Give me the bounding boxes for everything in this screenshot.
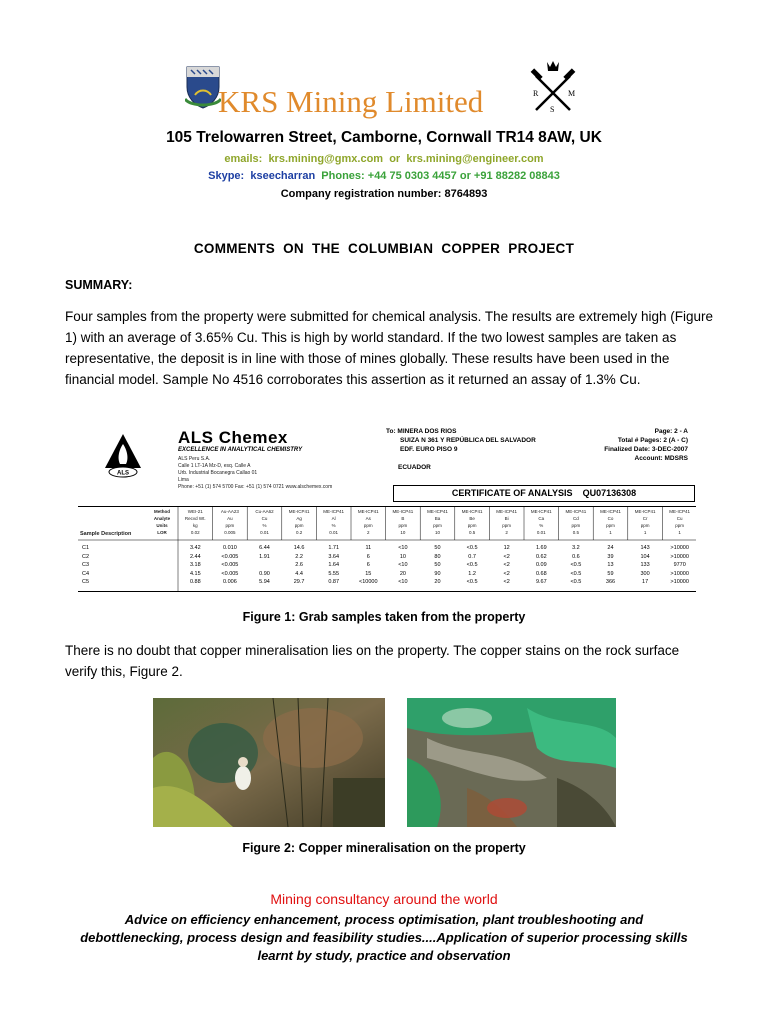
lab-phone-line: Phone: +51 (1) 574 5700 Fax: +51 (1) 574 0721 www.alschemex.com <box>178 484 333 490</box>
figure-1-caption: Figure 1: Grab samples taken from the property <box>242 610 526 624</box>
column-header-cell: ME-ICP41 <box>392 509 414 514</box>
assay-value-cell: 1.69 <box>535 545 547 551</box>
assay-table <box>78 506 696 592</box>
assay-value-cell: 39 <box>607 553 614 560</box>
assay-value-cell: 3.64 <box>328 553 340 560</box>
assay-value-cell: 20 <box>434 579 441 585</box>
assay-value-cell: <0.005 <box>221 562 239 568</box>
header-label: Analyte <box>153 516 171 521</box>
crest-shield-icon <box>185 65 221 109</box>
assay-value-cell: 143 <box>640 545 650 551</box>
column-header-cell: ppm <box>502 523 512 528</box>
column-header-cell: ppm <box>467 523 477 528</box>
column-header-cell: ppm <box>294 523 304 528</box>
assay-value-cell: 0.7 <box>468 553 476 560</box>
column-header-cell: ppm <box>571 523 581 528</box>
assay-value-cell: 1.2 <box>468 570 476 577</box>
monogram-r: R <box>533 89 539 98</box>
column-header-cell: ME-ICP41 <box>288 509 310 514</box>
column-header-cell: ME-ICP41 <box>427 509 448 514</box>
cert-account: Account: MDSRS <box>634 455 688 462</box>
column-header-cell: ME-ICP41 <box>323 509 345 514</box>
column-header-cell: Al <box>331 516 336 521</box>
assay-value-cell: 2.2 <box>295 553 303 560</box>
column-header-cell: ME-ICP41 <box>565 509 587 514</box>
assay-value-cell: 1.64 <box>328 562 340 568</box>
assay-value-cell: <2 <box>503 553 510 560</box>
assay-value-cell: 17 <box>642 579 649 585</box>
column-header-cell: Cu-AA62 <box>255 509 274 514</box>
document-title: COMMENTS ON THE COLUMBIAN COPPER PROJECT <box>193 241 575 256</box>
assay-value-cell: 0.6 <box>572 553 580 560</box>
assay-value-cell: 6 <box>366 562 370 568</box>
advice-line-1: Advice on efficiency enhancement, process optimisation, plant troubleshooting and <box>124 912 644 927</box>
column-header-cell: Cu <box>261 516 268 521</box>
monogram-s: S <box>550 105 555 114</box>
assay-value-cell: 2.44 <box>189 553 201 560</box>
emails-label: emails: <box>224 153 263 165</box>
company-address: 105 Trelowarren Street, Camborne, Cornwall TR14 8AW, UK <box>166 129 602 146</box>
assay-value-cell: 133 <box>640 562 650 568</box>
assay-value-cell: 104 <box>640 553 650 560</box>
assay-value-cell: 2.6 <box>295 562 303 568</box>
assay-value-cell: <0.5 <box>570 562 582 568</box>
column-header-cell: ME-ICP41 <box>634 509 656 514</box>
cert-finalized-date: Finalized Date: 3-DEC-2007 <box>604 446 688 453</box>
column-header-cell: ppm <box>675 523 685 528</box>
header-label: Units <box>156 523 168 528</box>
to-line-2: SUIZA N 361 Y REPÚBLICA DEL SALVADOR <box>400 437 536 444</box>
assay-value-cell: 5.55 <box>328 570 340 577</box>
assay-value-cell: 50 <box>434 562 441 568</box>
column-header-cell: 0.01 <box>260 530 269 535</box>
assay-value-cell: 11 <box>365 545 372 551</box>
assay-value-cell: 6.44 <box>259 545 270 551</box>
assay-value-cell: 29.7 <box>293 579 305 585</box>
certificate-title-box <box>393 485 695 502</box>
assay-value-cell: 24 <box>607 545 614 551</box>
assay-value-cell: >10000 <box>670 570 689 577</box>
column-header-cell: 0.01 <box>329 530 339 535</box>
summary-paragraph: Four samples from the property were submitted for chemical analysis. The results are extremely high (Figure 1) with an average of 3.65% Cu. This is high by world standard. If the two lowest samples are taken as representative, the deposit is in line with those of mines globally. These results have been used in the financial model. Sample No 4516 corroborates this assertion as it returned an assay of 1.3% Cu. <box>65 309 714 387</box>
column-header-cell: ME-ICP41 <box>669 509 691 514</box>
sample-id: C5 <box>82 579 90 585</box>
header-label: LOR <box>157 530 167 535</box>
to-line-1: To: MINERA DOS RIOS <box>386 428 457 435</box>
assay-value-cell: <2 <box>503 570 510 577</box>
certificate-title: CERTIFICATE OF ANALYSIS QU07136308 <box>451 488 637 498</box>
assay-value-cell: <2 <box>503 562 510 568</box>
column-header-cell: 2 <box>367 530 370 535</box>
column-header-cell: 0.02 <box>190 530 200 535</box>
assay-value-cell: <10 <box>398 545 408 551</box>
assay-value-cell: 90 <box>434 570 441 577</box>
assay-value-cell: 4.15 <box>189 570 201 577</box>
column-header-cell: ME-ICP41 <box>530 509 552 514</box>
copper-stain-rock-photo <box>407 698 616 827</box>
assay-value-cell: 6 <box>366 553 370 560</box>
column-header-cell: Co <box>607 516 614 521</box>
assay-value-cell: 13 <box>607 562 614 568</box>
sample-id: C2 <box>82 553 90 560</box>
crossed-hammers-crown-icon <box>528 58 578 114</box>
column-header-cell: Ca <box>538 516 545 521</box>
column-header-cell: 10 <box>400 530 406 535</box>
column-header-cell: 1 <box>678 530 681 535</box>
to-line-3: EDF. EURO PISO 9 <box>400 446 458 453</box>
assay-value-cell: >10000 <box>670 545 689 551</box>
assay-value-cell: <10 <box>398 579 408 585</box>
lab-address-1: ALS Peru S.A. <box>178 456 211 462</box>
contact-line <box>0 170 768 182</box>
lab-name: ALS Chemex <box>178 428 288 447</box>
lab-address-4: Lima <box>178 477 189 483</box>
column-header-cell: % <box>262 523 267 528</box>
assay-value-cell: 20 <box>399 570 406 577</box>
assay-value-cell: >10000 <box>670 579 689 585</box>
column-header-cell: ppm <box>606 523 615 528</box>
lab-tagline: EXCELLENCE IN ANALYTICAL CHEMISTRY <box>178 447 303 453</box>
mineralisation-paragraph: There is no doubt that copper mineralisation lies on the property. The copper stains on the rock surface verify this, Figure 2. <box>65 643 680 679</box>
phone-1: +44 75 0303 4457 <box>367 170 457 182</box>
sample-id: C1 <box>82 545 90 551</box>
assay-value-cell: 4.4 <box>295 570 303 577</box>
column-header-cell: As <box>365 516 371 521</box>
email-2[interactable]: krs.mining@engineer.com <box>406 153 544 165</box>
column-header-cell: kg <box>192 523 198 528</box>
column-header-cell: ppm <box>363 523 373 528</box>
email-1[interactable]: krs.mining@gmx.com <box>268 153 384 165</box>
header-label: Method <box>154 509 170 514</box>
column-header-cell: ppm <box>433 523 442 528</box>
column-header-cell: ME-ICP41 <box>357 509 379 514</box>
column-header-cell: ME-ICP41 <box>461 509 483 514</box>
column-header-cell: ME-ICP41 <box>496 509 518 514</box>
assay-value-cell: >10000 <box>670 553 689 560</box>
assay-value-cell: <0.005 <box>221 553 239 560</box>
assay-value-cell: 3.2 <box>572 545 580 551</box>
rock-outcrop-photo <box>153 698 385 827</box>
advice-line-2: debottlenecking, process design and feasibility studies....Application of superior processing skills <box>80 930 688 945</box>
sample-description-header: Sample Description <box>80 531 132 537</box>
als-logo-text: ALS <box>117 470 129 477</box>
phones-label: Phones: <box>321 170 365 182</box>
assay-value-cell: <0.5 <box>466 562 478 568</box>
assay-value-cell: 9.67 <box>535 579 547 585</box>
column-header-cell: Cr <box>642 516 648 521</box>
company-name: KRS Mining Limited <box>218 84 484 119</box>
advice-line-3: learnt by study, practice and observation <box>257 948 511 963</box>
assay-value-cell: 3.42 <box>189 545 201 551</box>
column-header-cell: Ag <box>296 516 302 521</box>
monogram-m: M <box>568 89 576 98</box>
registration-number: Company registration number: 8764893 <box>280 188 488 200</box>
assay-value-cell: 9770 <box>673 562 686 568</box>
column-header-cell: 1 <box>609 530 612 535</box>
als-certificate-image <box>75 420 698 592</box>
assay-value-cell: 0.87 <box>328 579 340 585</box>
assay-value-cell: 0.006 <box>223 579 237 585</box>
assay-value-cell: 12 <box>503 545 510 551</box>
assay-value-cell: 300 <box>640 570 650 577</box>
cert-page: Page: 2 - A <box>654 428 688 435</box>
lab-address-2: Calle 1 LT-1A Mz-D, esq. Calle A <box>178 463 251 469</box>
assay-value-cell: <10000 <box>359 579 378 585</box>
figure-2-caption: Figure 2: Copper mineralisation on the property <box>242 841 526 855</box>
assay-value-cell: 0.010 <box>223 545 237 551</box>
skype-id: kseecharran <box>250 170 316 182</box>
assay-value-cell: 0.88 <box>189 579 201 585</box>
column-header-cell: 10 <box>434 530 440 535</box>
column-header-cell: Ba <box>434 516 441 521</box>
assay-value-cell: <0.5 <box>570 570 582 577</box>
assay-value-cell: 59 <box>607 570 614 577</box>
column-header-cell: ppm <box>225 523 235 528</box>
column-header-cell: Be <box>469 516 475 521</box>
sample-id: C3 <box>82 562 90 568</box>
column-header-cell: B <box>401 516 405 521</box>
to-line-4: ECUADOR <box>398 464 431 471</box>
assay-value-cell: 10 <box>399 553 406 560</box>
phone-2: +91 88282 08843 <box>473 170 560 182</box>
assay-value-cell: 15 <box>365 570 372 577</box>
assay-value-cell: 0.90 <box>259 570 270 577</box>
column-header-cell: ppm <box>398 523 408 528</box>
column-header-cell: 2 <box>505 530 508 535</box>
assay-value-cell: <0.5 <box>466 579 478 585</box>
column-header-cell: Cu <box>676 516 683 521</box>
assay-value-cell: 366 <box>605 579 616 585</box>
column-header-cell: WEI-21 <box>187 509 203 514</box>
column-header-cell: 1 <box>643 530 647 535</box>
skype-label: Skype: <box>208 170 245 182</box>
column-header-cell: % <box>539 523 544 528</box>
assay-value-cell: <0.005 <box>221 570 239 577</box>
assay-value-cell: <2 <box>503 579 510 585</box>
assay-value-cell: <10 <box>398 562 408 568</box>
sample-id: C4 <box>82 570 90 577</box>
als-logo-icon <box>103 432 143 478</box>
assay-value-cell: <0.5 <box>570 579 582 585</box>
assay-value-cell: 0.62 <box>535 553 547 560</box>
assay-value-cell: 0.09 <box>535 562 547 568</box>
assay-value-cell: 5.94 <box>259 579 270 585</box>
column-header-cell: ppm <box>640 523 650 528</box>
cert-total-pages: Total # Pages: 2 (A - C) <box>617 437 688 444</box>
lab-address-3: Urb. Industrial Bocanegra Callao 01 <box>178 470 258 476</box>
assay-value-cell: 1.91 <box>259 553 270 560</box>
email-or: or <box>389 153 401 165</box>
column-header-cell: % <box>331 523 336 528</box>
column-header-cell: 0.005 <box>224 530 236 535</box>
assay-value-cell: 3.18 <box>189 562 201 568</box>
column-header-cell: Au <box>227 516 233 521</box>
assay-value-cell: 80 <box>434 553 441 560</box>
footer-advice <box>0 911 768 965</box>
column-header-cell: Cd <box>573 516 579 521</box>
summary-heading: SUMMARY: <box>65 278 133 292</box>
column-header-cell: 0.2 <box>295 530 303 535</box>
assay-value-cell: 14.6 <box>293 545 305 551</box>
assay-value-cell: 50 <box>434 545 441 551</box>
column-header-cell: Bi <box>504 516 509 521</box>
phone-or: or <box>459 170 471 182</box>
assay-value-cell: 0.68 <box>535 570 547 577</box>
column-header-cell: 0.5 <box>468 530 476 535</box>
assay-value-cell: 1.71 <box>328 545 340 551</box>
column-header-cell: 0.5 <box>572 530 580 535</box>
column-header-cell: ME-ICP41 <box>600 509 621 514</box>
assay-value-cell: <0.5 <box>466 545 478 551</box>
column-header-cell: 0.01 <box>536 530 546 535</box>
column-header-cell: Au-AA23 <box>220 509 239 514</box>
emails-line <box>0 153 768 165</box>
footer-tagline: Mining consultancy around the world <box>270 891 498 907</box>
column-header-cell: Recvd Wt. <box>184 516 206 521</box>
